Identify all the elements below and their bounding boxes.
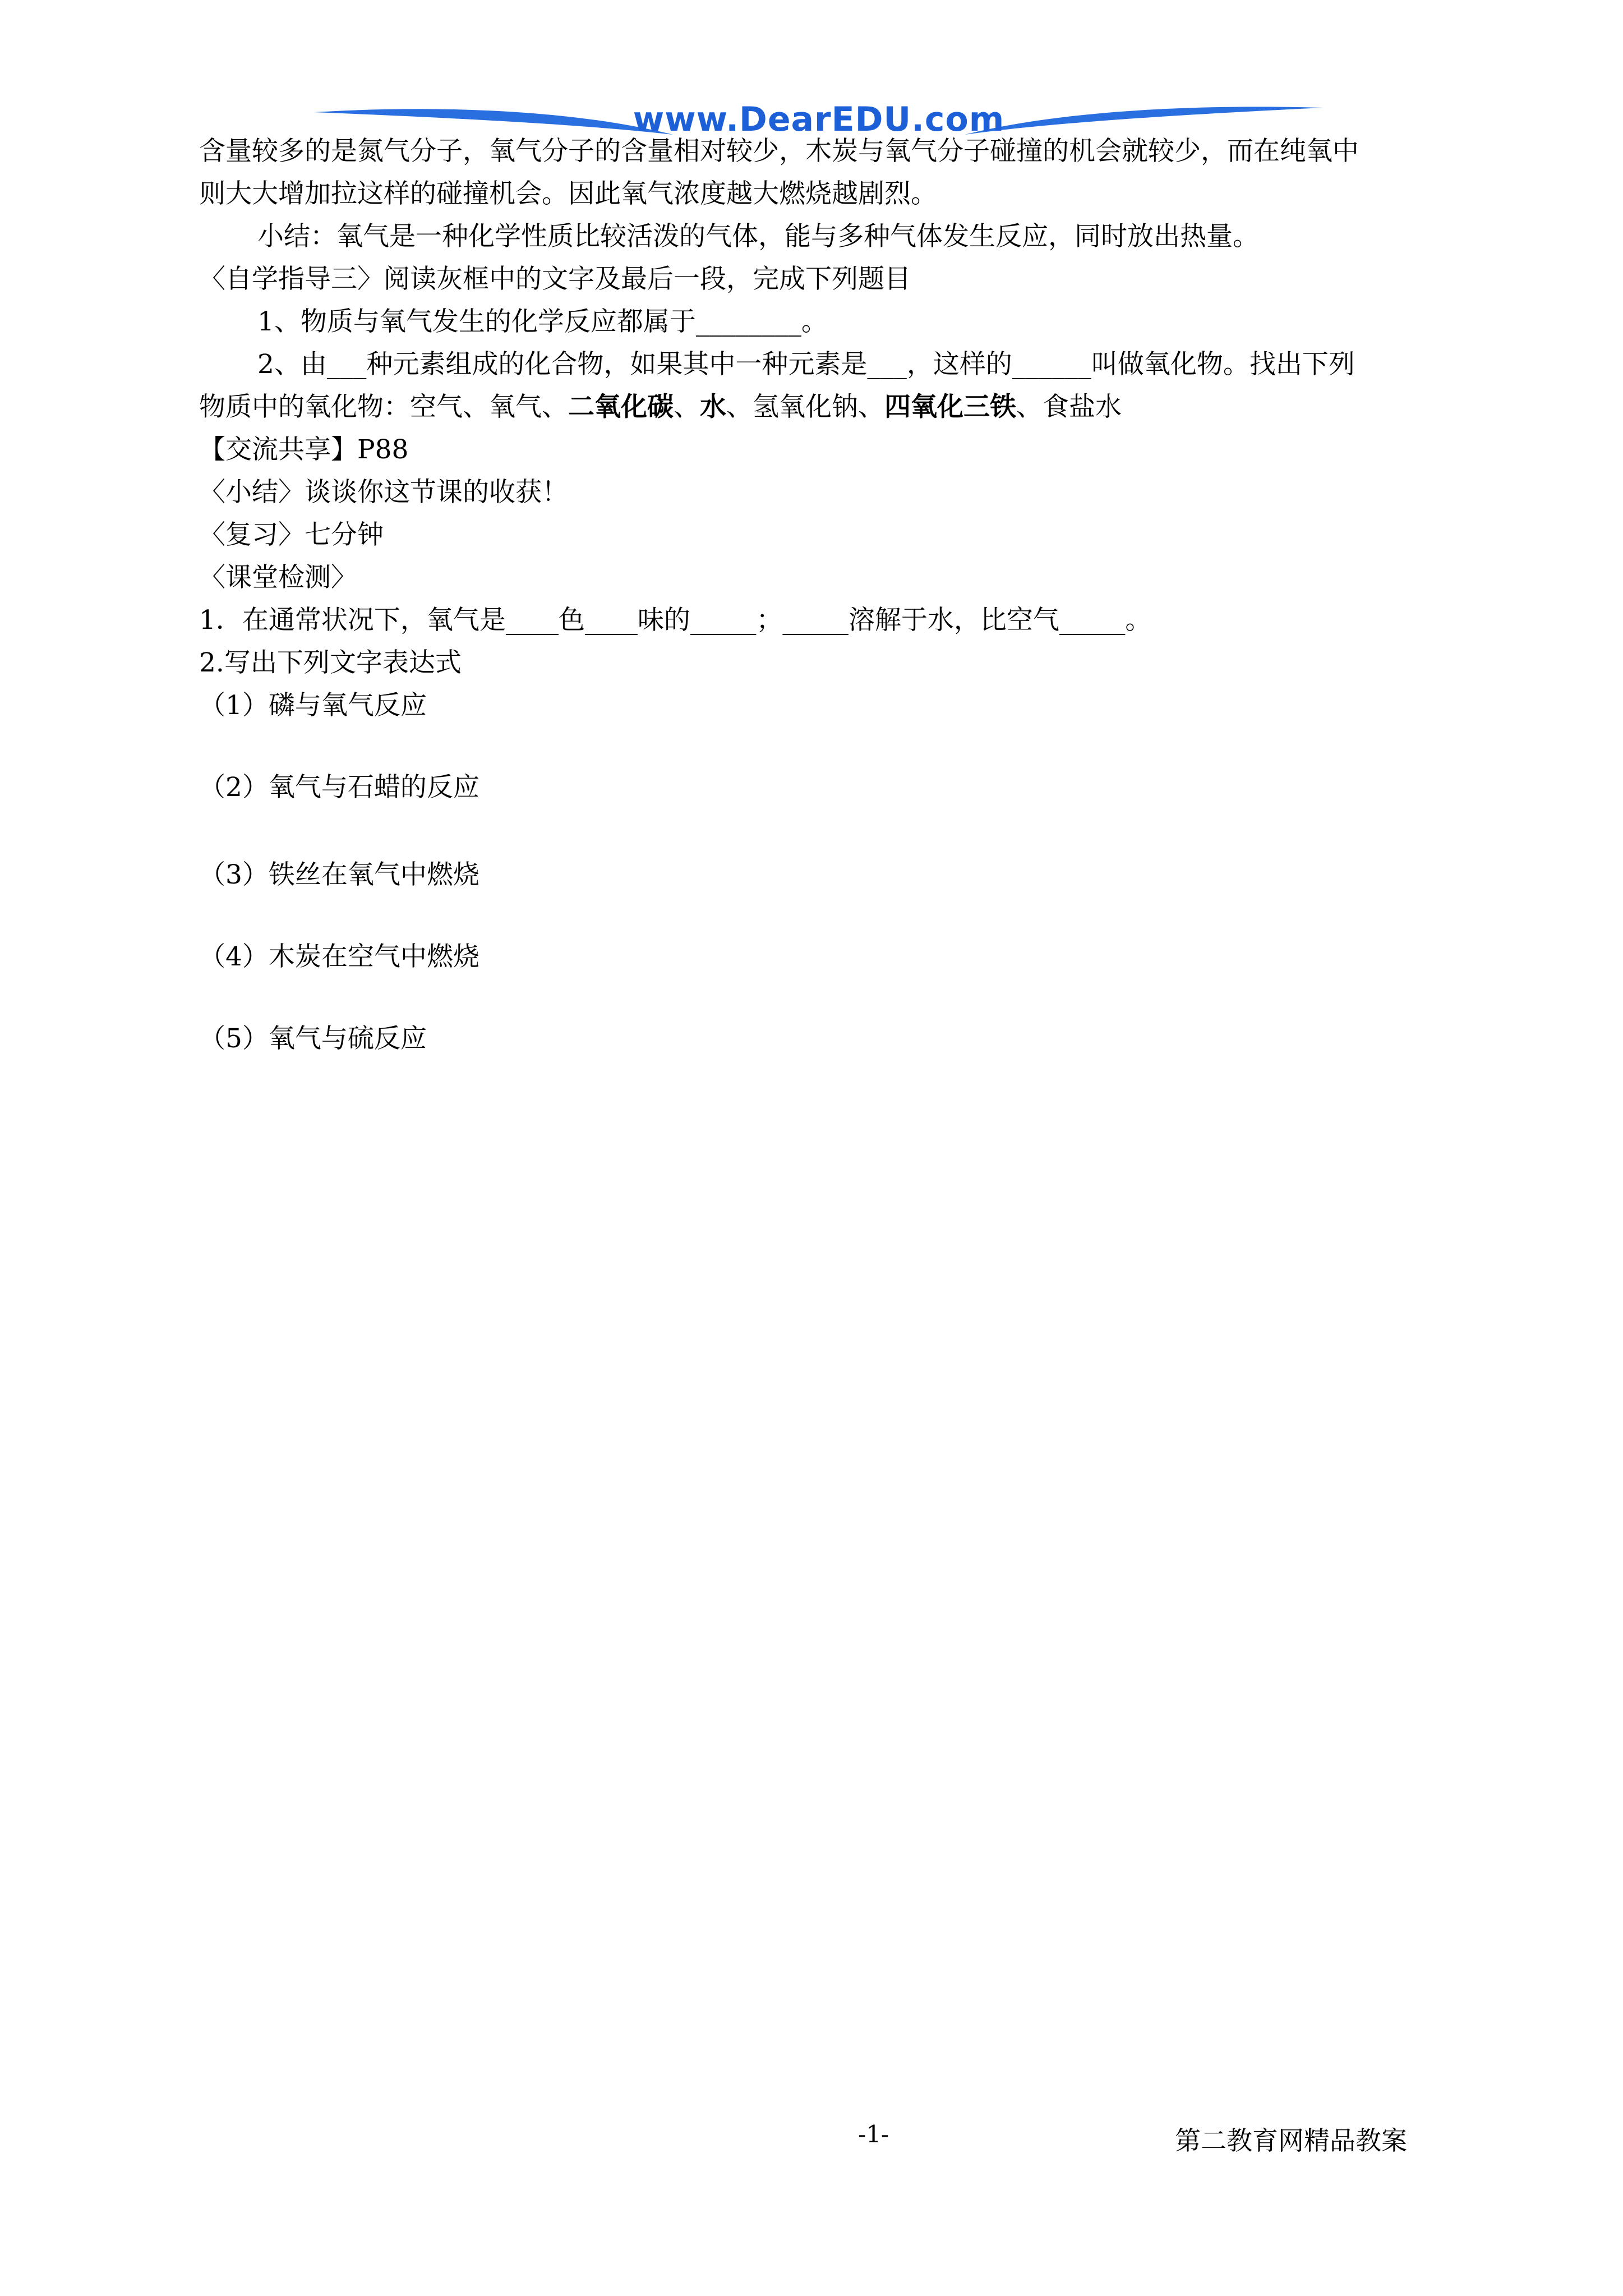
check-heading: 〈课堂检测〉 [199, 562, 357, 593]
question-1: 1、物质与氧气发生的化学反应都属于________。 [257, 306, 828, 337]
expression-item: （2）氧气与石蜡的反应 [199, 772, 479, 803]
footer-site-label: 第二教育网精品教案 [1175, 2125, 1407, 2156]
expression-item: （5）氧气与硫反应 [199, 1023, 427, 1054]
expression-item: （3）铁丝在氧气中燃烧 [199, 859, 479, 890]
page-number: -1- [858, 2120, 889, 2148]
check-question-1: 1．在通常状况下，氧气是____色____味的_____；_____溶解于水，比空气_____。 [199, 605, 1152, 636]
text-run: 、 [674, 392, 700, 422]
question-2-continued [199, 386, 1467, 429]
bold-term: 四氧化三铁 [884, 392, 1016, 422]
text-run: 、氢氧化钠、 [726, 392, 884, 422]
paragraph-line: 含量较多的是氮气分子，氧气分子的含量相对较少，木炭与氧气分子碰撞的机会就较少，而在纯氧中 [199, 136, 1359, 167]
text-run: 物质中的氧化物：空气、氧气、 [199, 392, 568, 422]
question-2: 2、由___种元素组成的化合物，如果其中一种元素是___，这样的______叫做氧化物。找出下列 [257, 349, 1355, 380]
paragraph-line: 则大大增加拉这样的碰撞机会。因此氧气浓度越大燃烧越剧烈。 [199, 178, 937, 209]
share-heading: 【交流共享】P88 [199, 434, 409, 465]
logo-text: www.DearEDU.com [633, 100, 1005, 139]
text-run: 、食盐水 [1016, 392, 1122, 422]
bold-term: 二氧化碳 [568, 392, 674, 422]
expression-item: （1）磷与氧气反应 [199, 690, 427, 721]
expression-item: （4）木炭在空气中燃烧 [199, 941, 479, 972]
recap-heading: 〈小结〉谈谈你这节课的收获！ [199, 477, 568, 508]
review-heading: 〈复习〉七分钟 [199, 519, 384, 550]
check-question-2: 2.写出下列文字表达式 [199, 647, 462, 678]
bold-term: 水 [700, 392, 726, 422]
guide-heading: 〈自学指导三〉阅读灰框中的文字及最后一段，完成下列题目 [199, 264, 911, 295]
document-body [199, 130, 1467, 1060]
summary-line: 小结：氧气是一种化学性质比较活泼的气体，能与多种气体发生反应，同时放出热量。 [257, 221, 1259, 252]
